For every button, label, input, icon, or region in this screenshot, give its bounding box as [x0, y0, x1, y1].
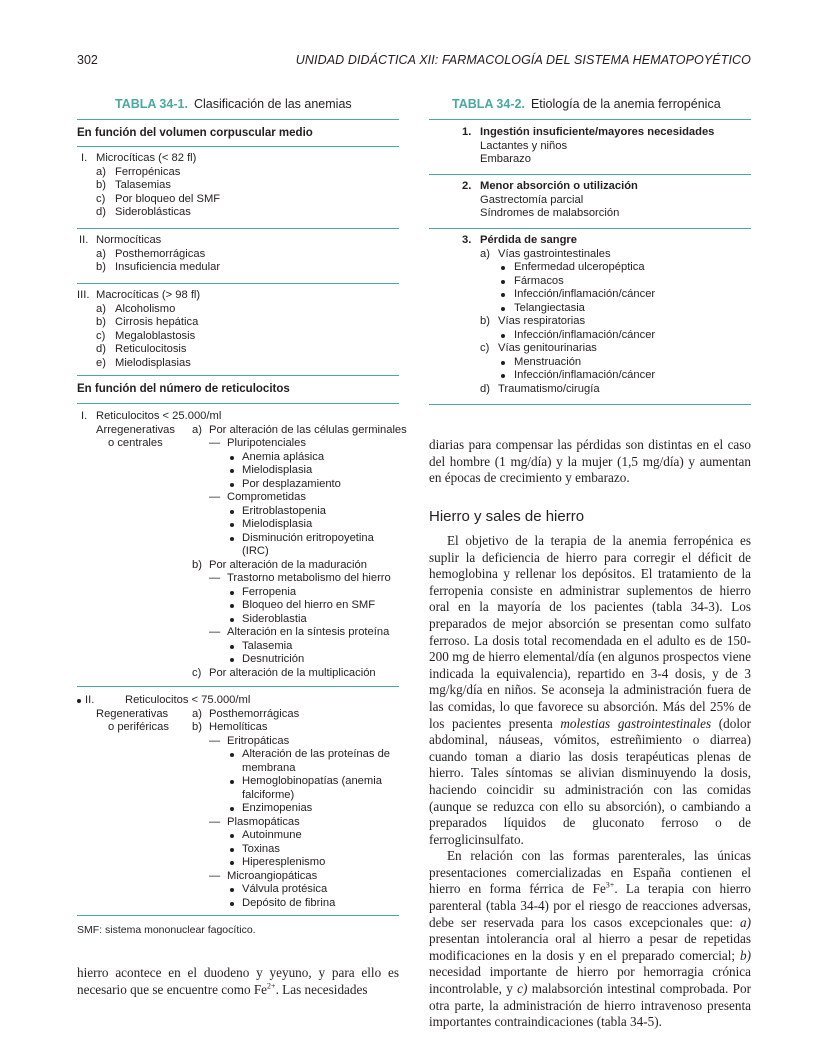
- group-subhead: o centrales: [108, 437, 163, 449]
- list-item: Hemoglobinopatías (anemia: [242, 775, 382, 787]
- list-item: Mielodisplasia: [242, 464, 313, 476]
- bullet-icon: [230, 483, 234, 487]
- table1-section-ret: En función del número de reticulocitos: [77, 383, 290, 395]
- bullet-icon: [501, 293, 505, 297]
- list-item: Toxinas: [242, 842, 280, 855]
- table1-section-vcm: En función del volumen corpuscular medio: [77, 127, 313, 139]
- item-letter: d): [96, 206, 106, 218]
- text-run-italic: a): [740, 914, 751, 930]
- list-item: Por desplazamiento: [242, 477, 341, 490]
- group-head: Normocíticas: [96, 234, 162, 246]
- group-subhead: Regenerativas: [96, 707, 169, 720]
- bullet-icon: [230, 658, 234, 662]
- list-item: Alcoholismo: [115, 302, 176, 315]
- list-item: Gastrectomía parcial: [480, 193, 584, 206]
- list-item: Mielodisplasia: [242, 518, 313, 530]
- microciticas-group: [77, 152, 399, 220]
- list-item: Comprometidas: [227, 491, 306, 503]
- bullet-icon: [230, 848, 234, 852]
- bullet-icon: [230, 456, 234, 460]
- table1-footnote: SMF: sistema mononuclear fagocítico.: [77, 924, 256, 936]
- list-item: falciforme): [242, 788, 295, 801]
- normociticas-group: [77, 234, 399, 275]
- group-head: Reticulocitos < 75.000/ml: [125, 694, 251, 706]
- item-number: 2.: [462, 180, 472, 192]
- table1-rule: [77, 146, 399, 147]
- item-letter: d): [480, 382, 490, 395]
- bullet-icon: [230, 618, 234, 622]
- dash: —: [209, 815, 221, 828]
- list-item: Infección/inflamación/cáncer: [514, 328, 656, 341]
- bullet-icon: [501, 361, 505, 365]
- table1-rule: [77, 375, 399, 376]
- text-run-italic: molestias gastrointestinales: [560, 715, 712, 731]
- bullet-icon: [230, 591, 234, 595]
- table2-group-3: [429, 234, 751, 396]
- item-letter: b): [96, 316, 106, 328]
- text-run: En relación con las formas parenterales, las únicas presentaciones comercializadas en España contienen el hierro en forma férrica de Fe: [429, 848, 751, 897]
- text-run-italic: b): [740, 947, 751, 963]
- list-item: membrana: [242, 761, 296, 774]
- bullet-icon: [230, 888, 234, 892]
- item-letter: b): [192, 721, 202, 733]
- bullet-icon: [230, 645, 234, 649]
- table2-top-rule: [429, 119, 751, 120]
- bullet-icon: [230, 807, 234, 811]
- item-letter: a): [192, 707, 202, 720]
- table2-rule: [429, 228, 751, 229]
- list-item: Hiperesplenismo: [242, 856, 326, 868]
- list-item: Microangiopáticas: [227, 869, 318, 882]
- reticulocitos-group-2: [77, 694, 399, 910]
- reticulocitos-group-1: [77, 410, 407, 680]
- dash: —: [209, 869, 221, 882]
- bullet-icon: [230, 753, 234, 757]
- list-item: Sideroblastia: [242, 612, 307, 625]
- bullet-icon: [501, 280, 505, 284]
- list-item: Disminución eritropoyetina: [242, 531, 374, 544]
- item-letter: c): [96, 192, 106, 205]
- bullet-icon: [230, 523, 234, 527]
- text-run: diarias para compensar las pérdidas son distintas en el caso del hombre (1 mg/día) y la mujer (1,5 mg/día) y aumentan en épocas de crecimiento y embarazo.: [429, 437, 751, 486]
- table2-title: Etiología de la anemia ferropénica: [530, 97, 721, 111]
- table1-rule: [77, 686, 399, 687]
- text-run: (dolor abdominal, náuseas, vómitos, estreñimiento o diarrea) cuando toman a diario las dosis terapéuticas plenas de hierro. Tales síntomas se alivian disminuyendo la dosis, haciendo coincidir su administración con las comidas (aunque se reduzca con ello su absorción), o cambiando a preparados líquidos de gluconato ferroso o de ferroglicinsulfato.: [429, 715, 751, 847]
- list-item: Telangiectasia: [514, 301, 585, 314]
- paragraph-2: [429, 848, 751, 1031]
- list-item: Desnutrición: [242, 653, 305, 665]
- item-letter: c): [192, 666, 202, 679]
- list-item: Talasemia: [242, 639, 293, 652]
- list-item: Enfermedad ulceropéptica: [514, 261, 645, 273]
- item-letter: b): [192, 558, 202, 571]
- group-head: Pérdida de sangre: [480, 234, 577, 246]
- list-item: Insuficiencia medular: [115, 261, 221, 273]
- text-run-italic: c): [517, 981, 528, 997]
- bullet-icon: [501, 307, 505, 311]
- list-item: Posthemorrágicas: [209, 707, 300, 720]
- group-head: Menor absorción o utilización: [480, 180, 638, 192]
- text-run: El objetivo de la terapia de la anemia ferropénica es suplir la deficiencia de hierro para corregir el déficit de hemoglobina y rellenar los depósitos. El tratamiento de la ferropenia consiste en administrar suplementos de hierro oral en la mayoría de los pacientes (tabla 34-3). Los preparados de mejor absorción se presentan como sulfato ferroso. La dosis total recomendada en el adulto es de 150-200 mg de hierro elemental/día (en algunos prospectos viene indicada la equivalencia), repartido en 3-4 dosis, y de 3 mg/kg/día en niños. Se aconseja la administración fuera de las comidas, lo que favorece su absorción. Más del 25% de los pacientes presenta: [429, 533, 751, 731]
- left-paragraph: [77, 965, 399, 998]
- item-letter: b): [480, 315, 490, 327]
- group-head: Microcíticas (< 82 fl): [96, 152, 197, 164]
- list-item: Vías gastrointestinales: [498, 247, 611, 260]
- list-item: Por alteración de las células germinales: [209, 423, 407, 436]
- list-item: Ferropénicas: [115, 165, 181, 178]
- text-run: hierro acontece en el duodeno y yeyuno, y para ello es necesario que se encuentre como Fe: [77, 965, 399, 997]
- paragraph-1: [429, 533, 751, 848]
- bullet-icon: [230, 537, 234, 541]
- macrociticas-group: [77, 289, 399, 370]
- bullet-icon: [501, 374, 505, 378]
- list-item: Plasmopáticas: [227, 815, 300, 828]
- text-run: . Las necesidades: [275, 981, 368, 997]
- item-letter: c): [96, 329, 106, 342]
- roman-num: II.: [85, 694, 95, 706]
- list-item: Síndromes de malabsorción: [480, 207, 620, 219]
- list-item: Eritropáticas: [227, 734, 290, 747]
- dash: —: [209, 734, 221, 747]
- item-letter: a): [96, 247, 106, 260]
- list-item: Reticulocitosis: [115, 343, 187, 355]
- table2-bottom-rule: [429, 404, 751, 405]
- running-head: UNIDAD DIDÁCTICA XII: FARMACOLOGÍA DEL SISTEMA HEMATOPOYÉTICO: [295, 53, 751, 67]
- bullet-icon: [230, 780, 234, 784]
- bullet-icon: [230, 510, 234, 514]
- list-item: Menstruación: [514, 355, 582, 368]
- bullet-icon: [501, 266, 505, 270]
- table1-top-rule: [77, 119, 399, 120]
- list-item: Autoinmune: [242, 829, 302, 841]
- text-run: . La terapia con hierro parenteral (tabla 34-4) por el riesgo de reacciones adversas, debe ser reservada para los casos excepcionales que:: [429, 881, 751, 930]
- list-item: Anemia aplásica: [242, 450, 325, 463]
- list-item: Posthemorrágicas: [115, 247, 206, 260]
- group-subhead: o periféricas: [108, 721, 169, 733]
- group-head: Ingestión insuficiente/mayores necesidades: [480, 126, 715, 138]
- table1-title: Clasificación de las anemias: [193, 97, 352, 111]
- list-item: Hemolíticas: [209, 721, 268, 733]
- list-item: Embarazo: [480, 153, 531, 165]
- list-item: (IRC): [242, 545, 269, 557]
- list-item: Ferropenia: [242, 585, 297, 598]
- roman-num: II.: [79, 234, 89, 246]
- table2-caption: [452, 97, 721, 111]
- dash: —: [209, 626, 221, 638]
- item-letter: a): [96, 302, 106, 315]
- item-letter: e): [96, 356, 106, 369]
- table1-rule: [77, 228, 399, 229]
- list-item: Infección/inflamación/cáncer: [514, 288, 656, 300]
- right-paragraphs: [429, 533, 751, 1031]
- list-item: Talasemias: [115, 179, 171, 191]
- list-item: Cirrosis hepática: [115, 316, 199, 328]
- text-run: presentan intolerancia oral al hierro a pesar de repetidas modificaciones en la dosis y en el preparado comercial;: [429, 931, 751, 963]
- list-item: Por alteración de la multiplicación: [209, 666, 376, 679]
- item-letter: b): [96, 261, 106, 273]
- list-item: Alteración en la síntesis proteína: [227, 626, 390, 638]
- list-item: Fármacos: [514, 274, 564, 287]
- dash: —: [209, 491, 221, 503]
- table1-label: TABLA 34-1.: [115, 97, 188, 111]
- item-letter: d): [96, 343, 106, 355]
- table1-rule: [77, 403, 399, 404]
- item-number: 1.: [462, 126, 472, 138]
- bullet-icon: [230, 902, 234, 906]
- page-number: 302: [77, 53, 98, 67]
- list-item: Bloqueo del hierro en SMF: [242, 599, 376, 611]
- item-number: 3.: [462, 234, 472, 246]
- table2-label: TABLA 34-2.: [452, 97, 525, 111]
- bullet-icon: [230, 834, 234, 838]
- table1-rule: [77, 283, 399, 284]
- bullet-icon: [230, 469, 234, 473]
- roman-num: I.: [81, 410, 88, 422]
- right-paragraph-top: [429, 437, 751, 487]
- group-head: Reticulocitos < 25.000/ml: [96, 410, 222, 422]
- list-item: Eritroblastopenia: [242, 504, 326, 517]
- list-item: Pluripotenciales: [227, 437, 306, 449]
- table1-caption: [115, 97, 352, 111]
- list-item: Trastorno metabolismo del hierro: [227, 572, 391, 584]
- item-letter: a): [480, 247, 490, 260]
- roman-num: III.: [77, 289, 90, 301]
- bullet-icon: [501, 334, 505, 338]
- roman-num: I.: [81, 152, 88, 164]
- section-heading: Hierro y sales de hierro: [429, 508, 585, 525]
- group-subhead: Arregenerativas: [96, 423, 175, 436]
- list-item: Por alteración de la maduración: [209, 558, 367, 571]
- list-item: Vías genitourinarias: [498, 342, 597, 354]
- list-item: Traumatismo/cirugía: [498, 382, 600, 395]
- group-head: Macrocíticas (> 98 fl): [96, 289, 201, 301]
- superscript: 3+: [605, 881, 615, 891]
- table2-rule: [429, 174, 751, 175]
- bullet-icon: [77, 699, 81, 703]
- list-item: Mielodisplasias: [115, 356, 191, 369]
- text-run: malabsorción intestinal comprobada. Por otra parte, la administración de hierro intravenoso presenta importantes contraindicaciones (tabla 34-5).: [429, 981, 752, 1030]
- list-item: Alteración de las proteínas de: [242, 748, 391, 760]
- dash: —: [209, 572, 221, 584]
- text-run: necesidad importante de hierro por hemorragia crónica incontrolable, y: [429, 964, 751, 997]
- table1-bottom-rule: [77, 915, 399, 916]
- item-letter: b): [96, 179, 106, 191]
- list-item: Megaloblastosis: [115, 329, 196, 342]
- table2-group-1: [429, 126, 751, 167]
- list-item: Infección/inflamación/cáncer: [514, 369, 656, 381]
- list-item: Válvula protésica: [242, 883, 328, 895]
- bullet-icon: [230, 861, 234, 865]
- dash: —: [209, 437, 221, 449]
- item-letter: c): [480, 342, 490, 354]
- list-item: Sideroblásticas: [115, 206, 191, 218]
- superscript: 2+: [267, 981, 276, 991]
- list-item: Enzimopenias: [242, 802, 313, 814]
- list-item: Depósito de fibrina: [242, 896, 336, 909]
- list-item: Vías respiratorias: [498, 315, 586, 327]
- list-item: Por bloqueo del SMF: [115, 192, 221, 205]
- item-letter: a): [96, 165, 106, 178]
- item-letter: a): [192, 423, 202, 436]
- bullet-icon: [230, 604, 234, 608]
- list-item: Lactantes y niños: [480, 139, 568, 152]
- table2-group-2: [429, 180, 751, 221]
